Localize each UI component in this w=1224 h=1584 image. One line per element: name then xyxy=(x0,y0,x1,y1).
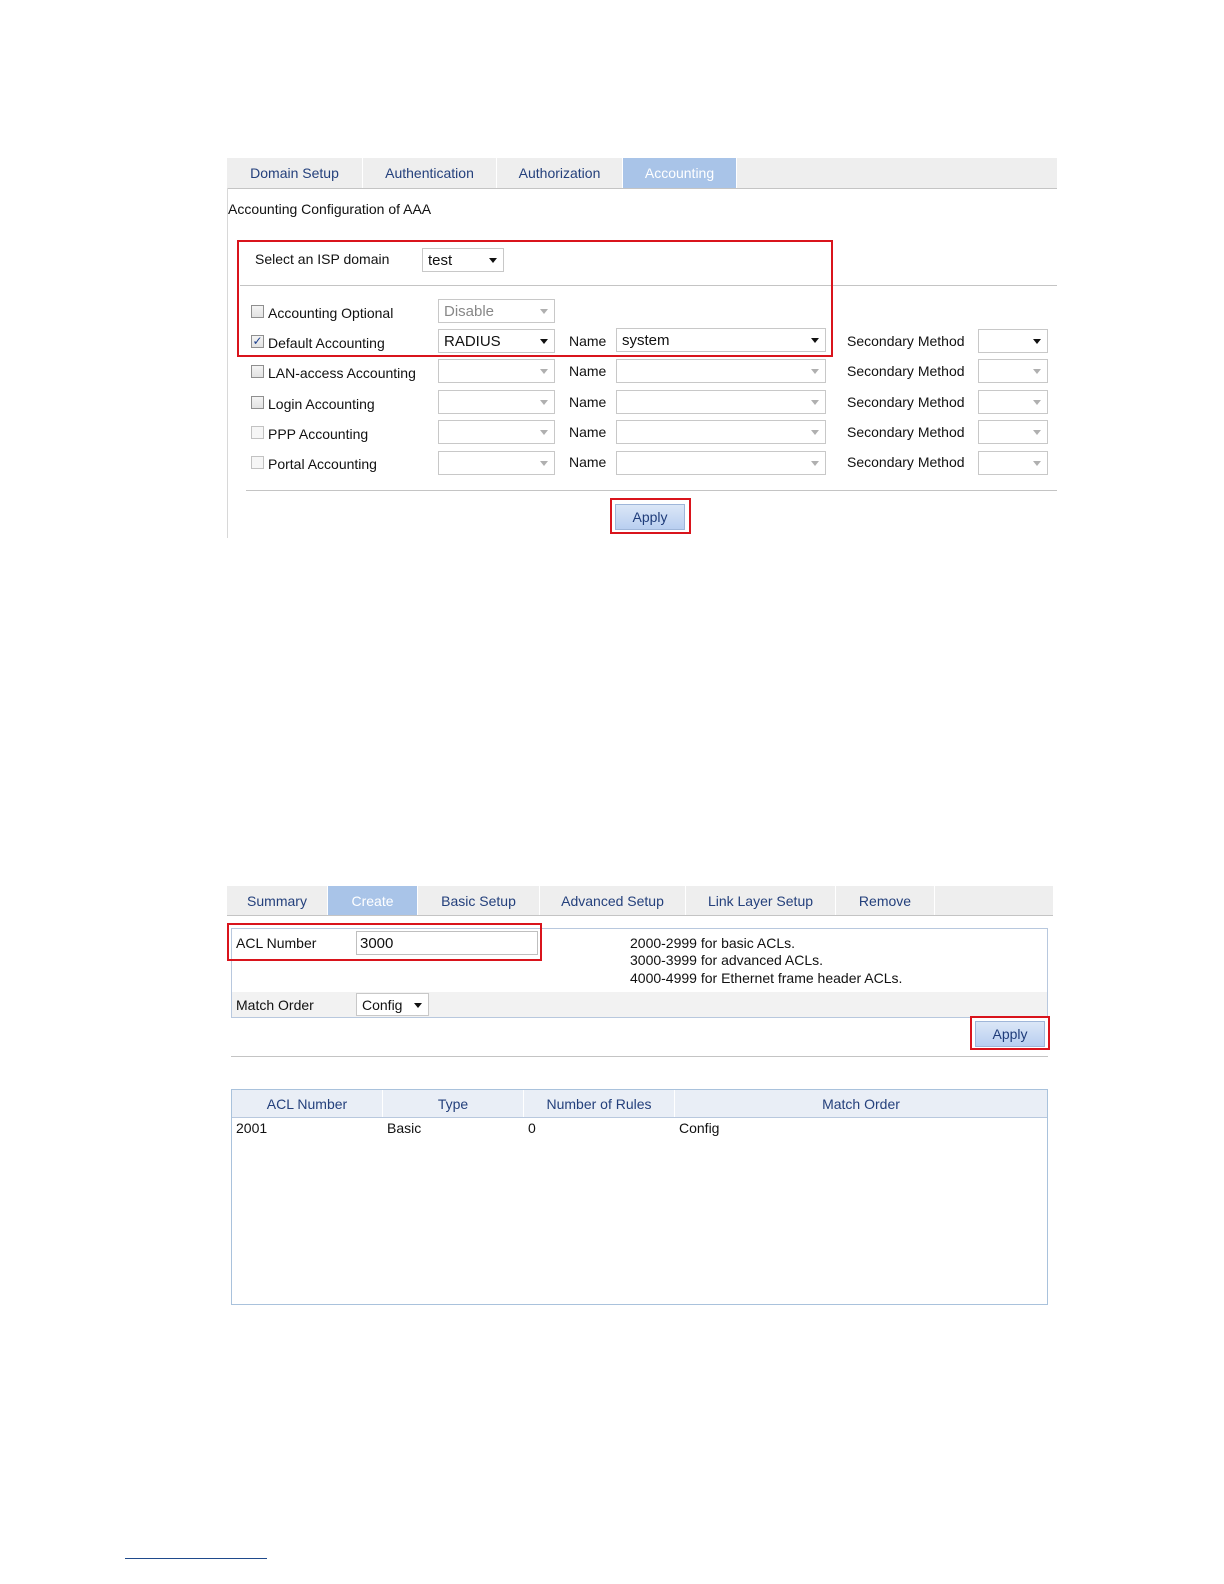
tab-link-layer-setup[interactable]: Link Layer Setup xyxy=(686,886,836,915)
aaa-left-border xyxy=(227,188,228,538)
default-accounting-checkbox[interactable]: ✓ xyxy=(252,334,263,348)
portal-method-select[interactable] xyxy=(438,451,555,475)
tab-advanced-setup[interactable]: Advanced Setup xyxy=(540,886,686,915)
cell-number-of-rules: 0 xyxy=(528,1120,536,1136)
chevron-down-icon xyxy=(811,461,819,466)
acl-table-header xyxy=(232,1090,1047,1118)
ppp-name-label: Name xyxy=(569,424,607,440)
default-accounting-secondary-select[interactable] xyxy=(978,329,1048,353)
chevron-down-icon xyxy=(811,430,819,435)
aaa-divider-bottom xyxy=(246,490,1057,491)
accounting-optional-select[interactable]: Disable xyxy=(438,299,555,323)
default-accounting-name-select[interactable]: system xyxy=(616,328,826,352)
acl-number-label: ACL Number xyxy=(236,935,317,951)
match-order-label: Match Order xyxy=(236,997,314,1013)
acl-match-row-bg xyxy=(232,992,1047,1017)
login-name-label: Name xyxy=(569,394,607,410)
portal-name-label: Name xyxy=(569,454,607,470)
chevron-down-icon xyxy=(414,1003,422,1008)
tab-accounting[interactable]: Accounting xyxy=(623,158,737,188)
chevron-down-icon xyxy=(540,400,548,405)
acl-hint-ethernet: 4000-4999 for Ethernet frame header ACLs. xyxy=(630,970,903,986)
lan-access-secondary-select[interactable] xyxy=(978,359,1048,383)
chevron-down-icon xyxy=(1033,461,1041,466)
lan-access-name-select[interactable] xyxy=(616,359,826,383)
highlight-apply-box xyxy=(610,498,691,534)
acl-hint-advanced: 3000-3999 for advanced ACLs. xyxy=(630,952,824,968)
tab-domain-setup[interactable]: Domain Setup xyxy=(227,158,363,188)
ppp-accounting-label: PPP Accounting xyxy=(268,426,369,442)
login-secondary-select[interactable] xyxy=(978,390,1048,414)
chevron-down-icon xyxy=(811,369,819,374)
cell-type: Basic xyxy=(387,1120,422,1136)
highlight-acl-number-box xyxy=(227,923,542,961)
col-type[interactable]: Type xyxy=(383,1090,524,1117)
highlight-isp-default-box xyxy=(237,240,833,357)
default-accounting-method-select[interactable]: RADIUS xyxy=(438,329,555,353)
acl-table xyxy=(231,1089,1048,1305)
ppp-method-select[interactable] xyxy=(438,420,555,444)
login-accounting-checkbox[interactable] xyxy=(251,396,264,409)
chevron-down-icon xyxy=(540,461,548,466)
highlight-acl-apply-box xyxy=(970,1016,1050,1050)
chevron-down-icon xyxy=(540,430,548,435)
tab-authorization[interactable]: Authorization xyxy=(497,158,623,188)
portal-secondary-label: Secondary Method xyxy=(847,454,965,470)
chevron-down-icon xyxy=(1033,369,1041,374)
acl-apply-button[interactable]: Apply xyxy=(975,1021,1045,1047)
portal-name-select[interactable] xyxy=(616,451,826,475)
chevron-down-icon xyxy=(1033,400,1041,405)
portal-secondary-select[interactable] xyxy=(978,451,1048,475)
lan-access-accounting-label: LAN-access Accounting xyxy=(268,365,416,381)
login-secondary-label: Secondary Method xyxy=(847,394,965,410)
match-order-select[interactable]: Config xyxy=(356,993,429,1016)
tab-remove[interactable]: Remove xyxy=(836,886,935,915)
cell-match-order: Config xyxy=(679,1120,720,1136)
col-acl-number[interactable]: ACL Number xyxy=(232,1090,383,1117)
chevron-down-icon xyxy=(811,400,819,405)
chevron-down-icon xyxy=(1033,339,1041,344)
tab-basic-setup[interactable]: Basic Setup xyxy=(418,886,540,915)
acl-tab-bar xyxy=(227,886,1053,916)
chevron-down-icon xyxy=(540,369,548,374)
lan-access-accounting-checkbox[interactable] xyxy=(251,365,264,378)
ppp-secondary-label: Secondary Method xyxy=(847,424,965,440)
default-accounting-label: Default Accounting xyxy=(268,335,385,351)
tab-authentication[interactable]: Authentication xyxy=(363,158,497,188)
acl-divider xyxy=(231,1056,1048,1057)
login-name-select[interactable] xyxy=(616,390,826,414)
ppp-accounting-checkbox[interactable] xyxy=(251,426,264,439)
cell-acl-number: 2001 xyxy=(236,1120,268,1136)
aaa-page-title: Accounting Configuration of AAA xyxy=(228,201,432,217)
chevron-down-icon xyxy=(1033,430,1041,435)
accounting-optional-label: Accounting Optional xyxy=(268,305,394,321)
isp-domain-select[interactable]: test xyxy=(422,248,504,272)
login-accounting-label: Login Accounting xyxy=(268,396,375,412)
aaa-apply-button[interactable]: Apply xyxy=(615,504,685,530)
acl-number-input[interactable]: 3000 xyxy=(356,931,538,955)
isp-domain-label: Select an ISP domain xyxy=(255,251,390,267)
acl-hint-basic: 2000-2999 for basic ACLs. xyxy=(630,935,795,951)
lan-access-name-label: Name xyxy=(569,363,607,379)
tab-create[interactable]: Create xyxy=(328,886,418,915)
portal-accounting-checkbox[interactable] xyxy=(251,456,264,469)
ppp-secondary-select[interactable] xyxy=(978,420,1048,444)
col-number-of-rules[interactable]: Number of Rules xyxy=(524,1090,675,1117)
ppp-name-select[interactable] xyxy=(616,420,826,444)
default-accounting-secondary-label: Secondary Method xyxy=(847,333,965,349)
tab-summary[interactable]: Summary xyxy=(227,886,328,915)
lan-access-method-select[interactable] xyxy=(438,359,555,383)
aaa-tab-bar xyxy=(227,158,1057,189)
lan-access-secondary-label: Secondary Method xyxy=(847,363,965,379)
portal-accounting-label: Portal Accounting xyxy=(268,456,377,472)
default-accounting-name-label: Name xyxy=(569,333,607,349)
footnote-separator xyxy=(125,1558,267,1559)
col-match-order[interactable]: Match Order xyxy=(822,1095,900,1112)
login-method-select[interactable] xyxy=(438,390,555,414)
